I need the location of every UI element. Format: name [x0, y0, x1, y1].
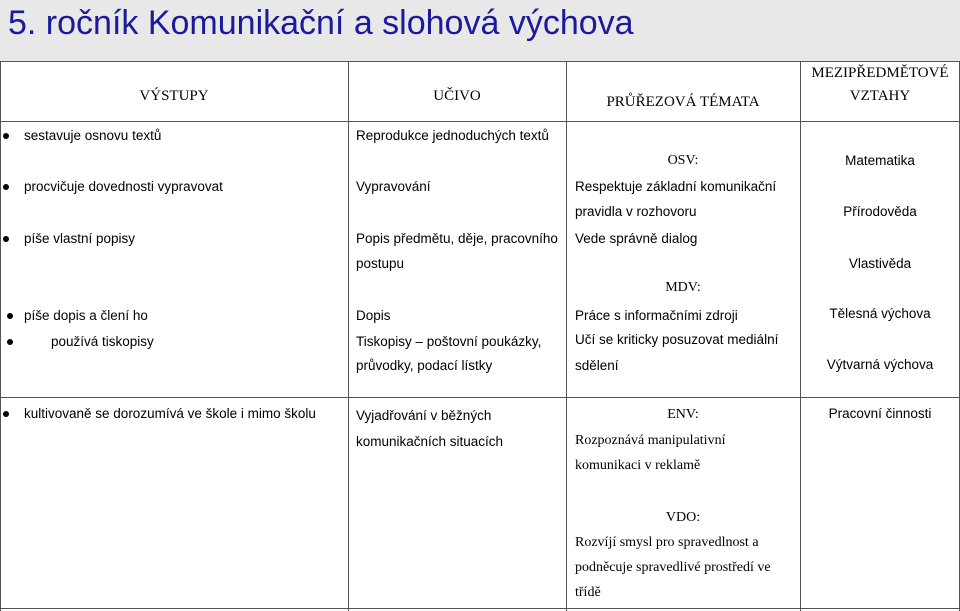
- vystup-item: píše dopis a člení ho: [24, 308, 148, 323]
- vztah-item: Pracovní činnosti: [828, 406, 932, 421]
- vztah-item: Tělesná výchova: [829, 306, 931, 321]
- ucivo-item: průvodky, podací lístky: [356, 358, 493, 373]
- osv-label: OSV:: [667, 153, 699, 168]
- bullet-icon: [3, 411, 9, 417]
- vystup-item: používá tiskopisy: [51, 334, 154, 349]
- header-vystupy: VÝSTUPY: [139, 88, 209, 104]
- ucivo-item: Vypravování: [356, 179, 431, 194]
- mdv-label: MDV:: [665, 280, 701, 295]
- vdo-label: VDO:: [665, 510, 701, 525]
- env-item: Rozpoznává manipulativní: [575, 433, 726, 448]
- env-label: ENV:: [667, 407, 699, 422]
- bottom-border: [0, 608, 960, 609]
- ucivo-item: Tiskopisy – poštovní poukázky,: [356, 334, 542, 349]
- section-divider: [0, 397, 960, 398]
- ucivo-item: Popis předmětu, děje, pracovního: [356, 231, 558, 246]
- vystup-item: píše vlastní popisy: [24, 231, 136, 246]
- vdo-item: Rozvíjí smysl pro spravedlnost a: [575, 535, 759, 550]
- ucivo-item: komunikačních situacích: [356, 434, 504, 449]
- osv-item: pravidla v rozhovoru: [575, 204, 697, 219]
- env-item: komunikaci v reklamě: [575, 458, 701, 473]
- header-ucivo: UČIVO: [433, 88, 481, 104]
- title-bar: [0, 0, 960, 62]
- mdv-item: Práce s informačními zdroji: [575, 308, 738, 323]
- column-divider-3: [800, 62, 801, 611]
- vystup-item: kultivovaně se dorozumívá ve škole i mimo školu: [24, 406, 316, 421]
- mdv-item: sdělení: [575, 358, 619, 373]
- vystup-item: sestavuje osnovu textů: [24, 128, 162, 143]
- vztah-item: Výtvarná výchova: [826, 357, 934, 372]
- ucivo-item: Vyjadřování v běžných: [356, 408, 492, 423]
- ucivo-item: postupu: [356, 256, 405, 271]
- header-mezipredmetove: MEZIPŘEDMĚTOVÉ: [811, 65, 949, 81]
- vdo-item: podněcuje spravedlivé prostředí ve: [575, 560, 771, 575]
- vystup-item: procvičuje dovednosti vypravovat: [24, 179, 223, 194]
- bullet-icon: [3, 236, 9, 242]
- osv-item: Respektuje základní komunikační: [575, 179, 777, 194]
- ucivo-item: Dopis: [356, 308, 391, 323]
- left-border: [0, 62, 1, 611]
- vztah-item: Vlastivěda: [848, 256, 912, 271]
- mdv-item: Učí se kriticky posuzovat mediální: [575, 332, 779, 347]
- header-prurezova-temata: PRŮŘEZOVÁ TÉMATA: [606, 94, 760, 110]
- vdo-item: třídě: [575, 585, 601, 600]
- bullet-icon: [7, 313, 13, 319]
- column-divider-1: [348, 62, 349, 611]
- osv-item: Vede správně dialog: [575, 231, 698, 246]
- header-divider: [0, 121, 960, 122]
- bullet-icon: [3, 184, 9, 190]
- vztah-item: Matematika: [845, 153, 915, 168]
- header-vztahy: VZTAHY: [849, 88, 911, 104]
- vztah-item: Přírodověda: [843, 204, 917, 219]
- bullet-icon: [7, 339, 13, 345]
- column-divider-2: [566, 62, 567, 611]
- page-title: 5. ročník Komunikační a slohová výchova: [8, 4, 634, 42]
- ucivo-item: Reprodukce jednoduchých textů: [356, 128, 549, 143]
- bullet-icon: [3, 133, 9, 139]
